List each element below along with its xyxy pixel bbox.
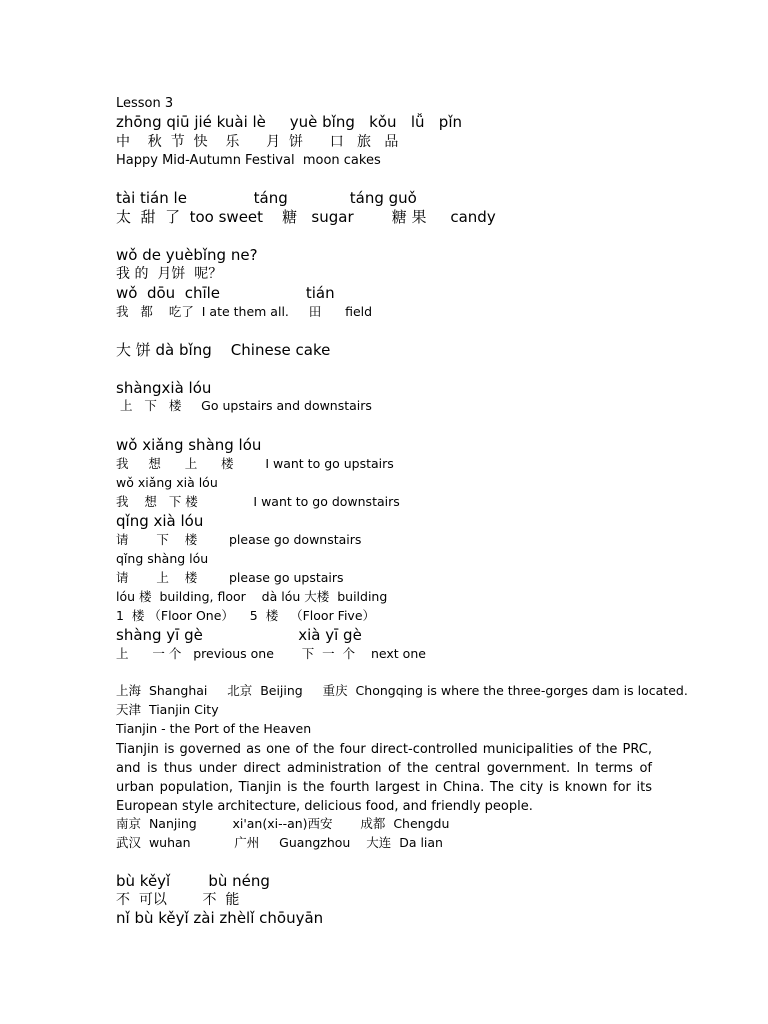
mixed-line: 我 想 上 楼 I want to go upstairs — [116, 456, 394, 471]
mixed-line: 上 一 个 previous one 下 一 个 next one — [116, 646, 426, 661]
mixed-line: 请 下 楼 please go downstairs — [116, 532, 362, 547]
pinyin-line: zhōng qiū jié kuài lè yuè bǐng kǒu lǚ pǐn — [116, 113, 462, 131]
mixed-line: 我 想 下 楼 I want to go downstairs — [116, 494, 400, 509]
pinyin-line: nǐ bù kěyǐ zài zhèlǐ chōuyān — [116, 909, 324, 927]
pinyin-line: tài tián le táng táng guǒ — [116, 189, 417, 207]
mixed-line: 上 下 楼 Go upstairs and downstairs — [116, 398, 372, 413]
mixed-line: lóu 楼 building, floor dà lóu 大楼 building — [116, 589, 388, 604]
hanzi-line: 不 可以 不 能 — [116, 892, 240, 908]
pinyin-line: wǒ de yuèbǐng ne? — [116, 246, 258, 264]
pinyin-line: qǐng xià lóu — [116, 512, 204, 530]
pinyin-line: shàngxià lóu — [116, 379, 212, 397]
mixed-line: 请 上 楼 please go upstairs — [116, 570, 344, 585]
mixed-line: 大 饼 dà bǐng Chinese cake — [116, 341, 331, 359]
tianjin-paragraph: Tianjin is governed as one of the four direct-controlled municipalities of the PRC, and is thus under direct administration of the central government. In terms of urban population, Tianjin is the fourth largest in China. The city is known for its European style architecture, delicious food, and friendly people. — [116, 742, 652, 814]
pinyin-line: shàng yī gè xià yī gè — [116, 626, 362, 644]
cities-line: 武汉 wuhan 广州 Guangzhou 大连 Da lian — [116, 835, 443, 850]
english-line: Happy Mid-Autumn Festival moon cakes — [116, 153, 381, 168]
pinyin-line: qǐng shàng lóu — [116, 551, 209, 566]
tianjin-heading: Tianjin - the Port of the Heaven — [116, 721, 312, 736]
lesson-title: Lesson 3 — [116, 96, 174, 111]
cities-line: 天津 Tianjin City — [116, 702, 219, 717]
mixed-line: 1 楼 （Floor One） 5 楼 （Floor Five） — [116, 608, 376, 623]
mixed-line: 我 都 吃了 I ate them all. 田 field — [116, 304, 373, 319]
hanzi-line: 中 秋 节 快 乐 月 饼 口 旅 品 — [116, 134, 399, 150]
cities-line: 上海 Shanghai 北京 Beijing 重庆 Chongqing is where the three-gorges dam is located. — [116, 683, 688, 698]
hanzi-line: 我 的 月饼 呢？ — [116, 266, 223, 282]
pinyin-line: wǒ xiǎng xià lóu — [116, 475, 218, 490]
pinyin-line: bù kěyǐ bù néng — [116, 872, 270, 890]
pinyin-line: wǒ xiǎng shàng lóu — [116, 436, 262, 454]
mixed-line: 太 甜 了 too sweet 糖 sugar 糖 果 candy — [116, 208, 496, 226]
cities-line: 南京 Nanjing xi'an(xi--an)西安 成都 Chengdu — [116, 816, 450, 831]
pinyin-line: wǒ dōu chīle tián — [116, 284, 335, 302]
